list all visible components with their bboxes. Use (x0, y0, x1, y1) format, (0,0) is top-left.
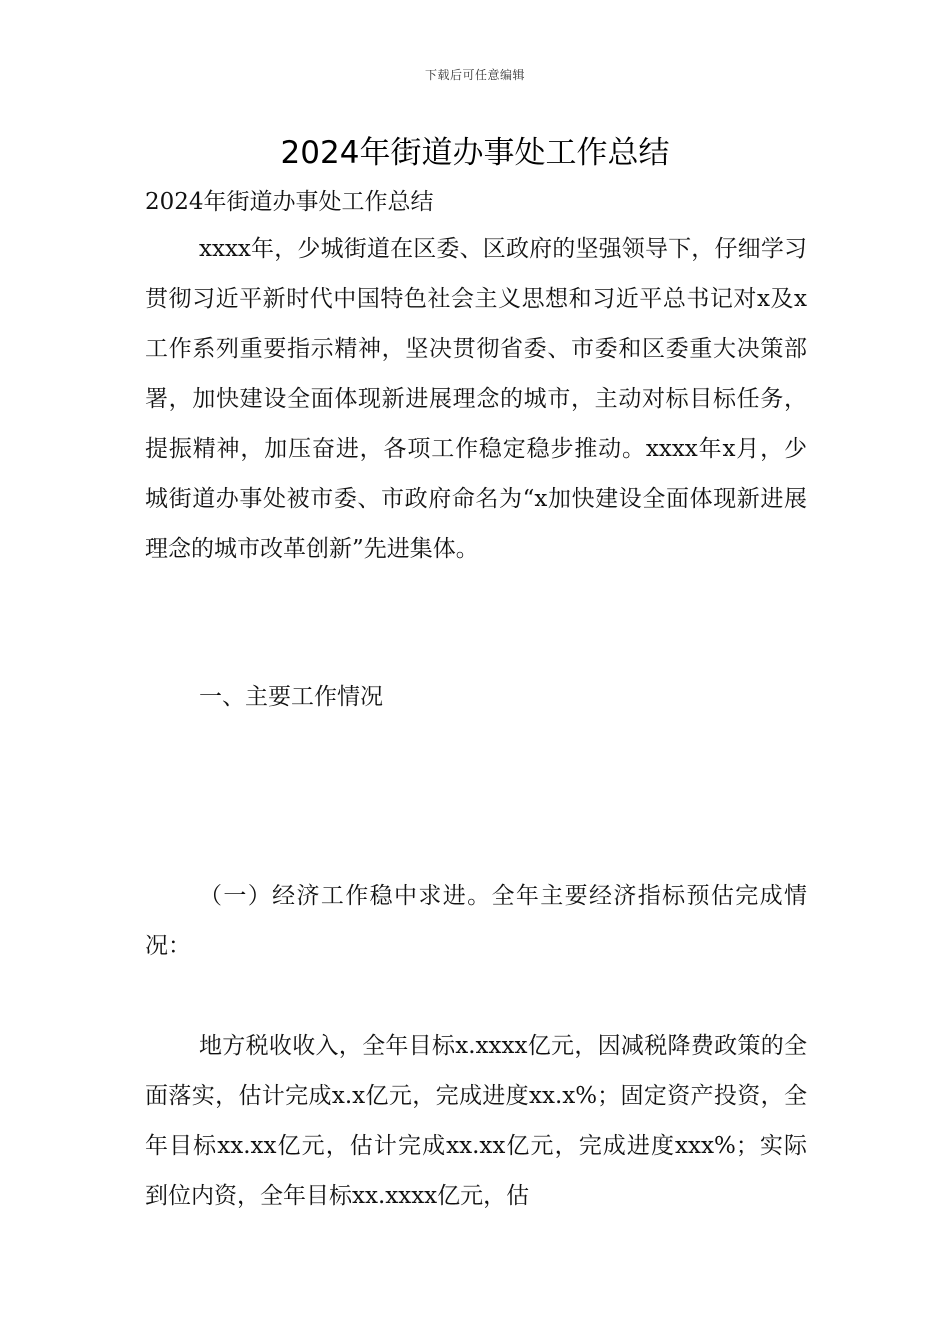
document-title: 2024年街道办事处工作总结 (280, 135, 670, 171)
document-subtitle: 2024年街道办事处工作总结 (145, 189, 434, 215)
section-heading: 一、主要工作情况 (199, 684, 383, 710)
header-note: 下载后可任意编辑 (424, 68, 525, 82)
paragraph-tax-revenue: 地方税收收入，全年目标x.xxxx亿元，因减税降费政策的全面落实，估计完成x.x亿元，完成进度xx.x%；固定资产投资，全年目标xx.xx亿元，估计完成xx.xx亿元，完成进度xxx%；实际到位内资，全年目标xx.xxxx亿元，估 (145, 1033, 807, 1209)
paragraph-economy: （一）经济工作稳中求进。全年主要经济指标预估完成情况： (145, 883, 807, 959)
paragraph-intro: xxxx年，少城街道在区委、区政府的坚强领导下，仔细学习贯彻习近平新时代中国特色社会主义思想和习近平总书记对x及x工作系列重要指示精神，坚决贯彻省委、市委和区委重大决策部署，加快建设全面体现新进展理念的城市，主动对标目标任务，提振精神，加压奋进，各项工作稳定稳步推动。xxxx年x月，少城街道办事处被市委、市政府命名为“x加快建设全面体现新进展理念的城市改革创新”先进集体。 (145, 236, 807, 562)
